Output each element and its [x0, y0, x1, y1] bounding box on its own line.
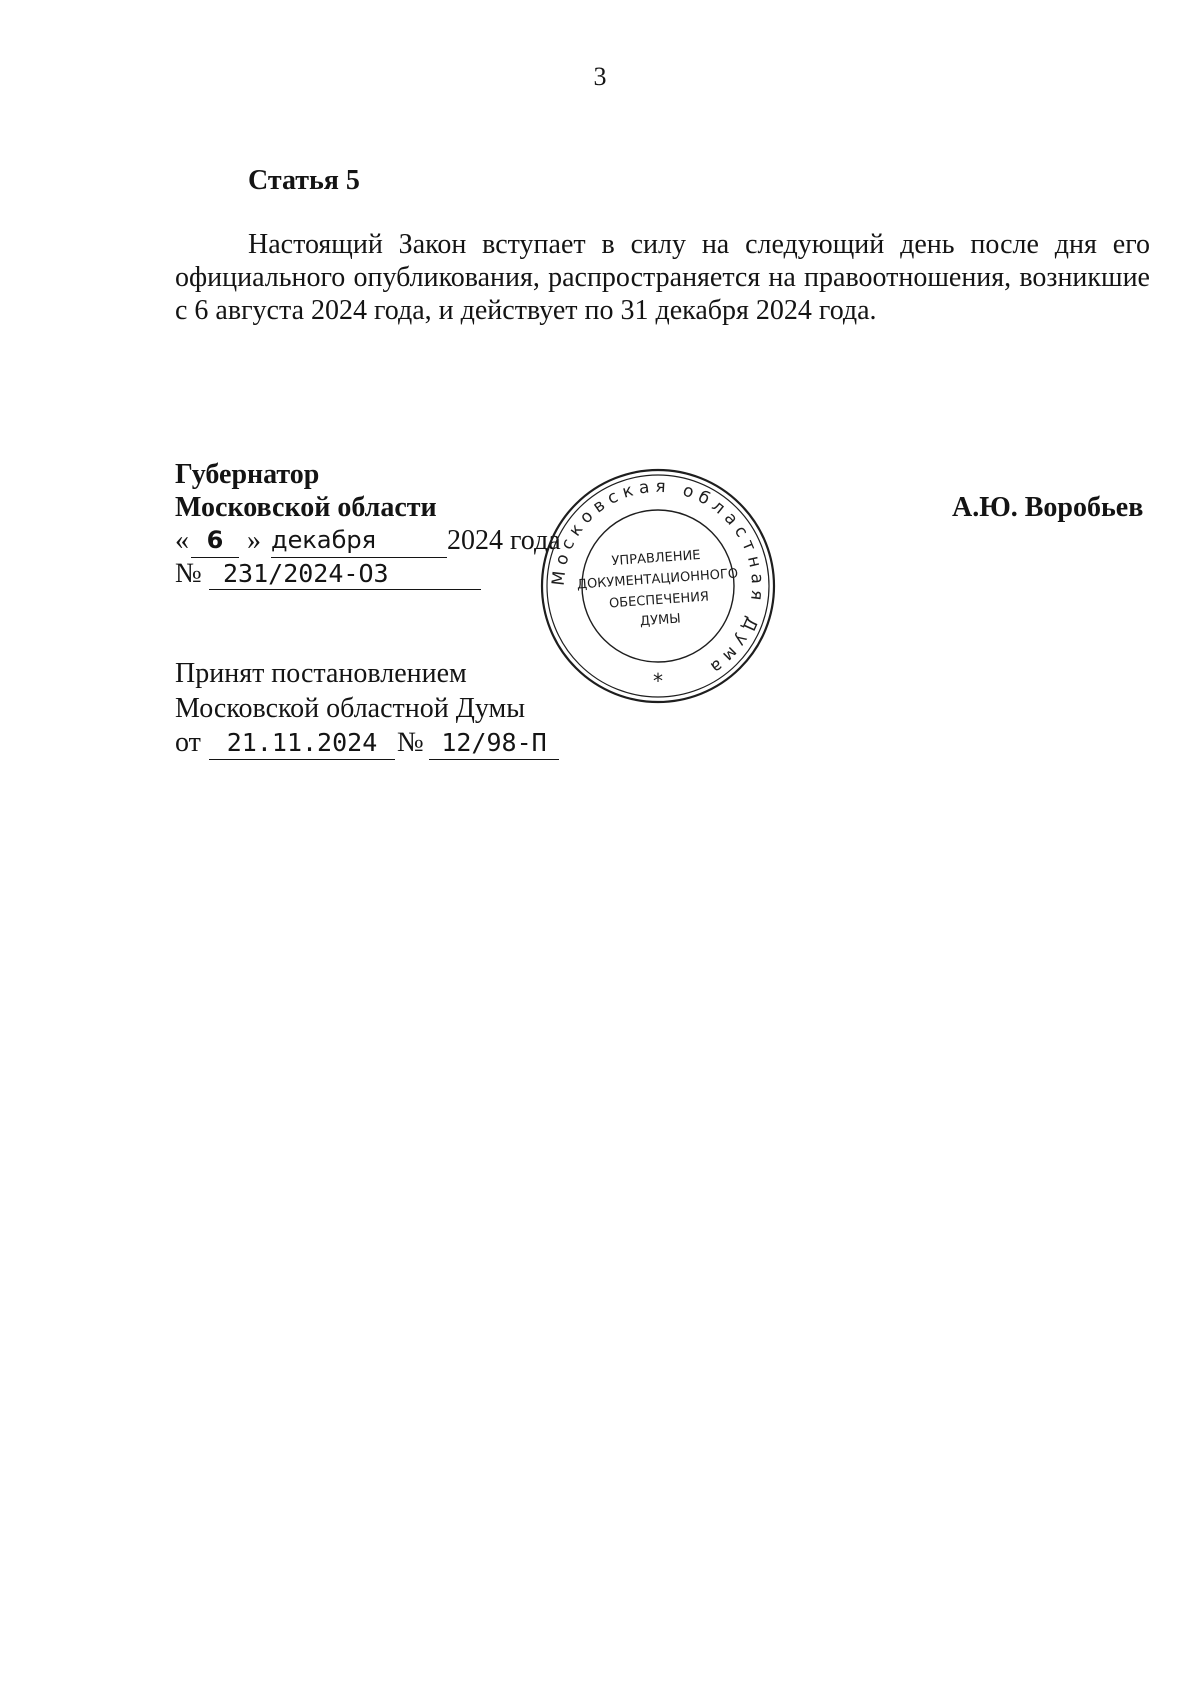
adoption-number: 12/98-П — [429, 726, 559, 760]
seal-center-line1: УПРАВЛЕНИЕ — [611, 547, 702, 570]
adoption-date-label: от — [175, 727, 201, 758]
adoption-date: 21.11.2024 — [209, 726, 395, 760]
adoption-reference-line — [175, 726, 575, 762]
law-number-value: 231/2024-ОЗ — [209, 557, 481, 590]
seal-graphic — [538, 466, 778, 706]
law-number-label: № — [175, 558, 202, 589]
law-number-line — [175, 557, 495, 593]
seal-star: * — [653, 669, 663, 693]
date-close-quote: » — [247, 525, 261, 556]
adoption-line1: Принят постановлением — [175, 658, 467, 689]
signatory-position-line1: Губернатор — [175, 459, 320, 490]
article-title: Статья 5 — [248, 165, 360, 196]
official-seal — [538, 466, 778, 706]
date-open-quote: « — [175, 525, 189, 556]
signatory-position — [175, 458, 437, 524]
signer-name: А.Ю. Воробьев — [952, 492, 1144, 523]
seal-center-line3: ОБЕСПЕЧЕНИЯ — [608, 589, 710, 612]
article-text: Настоящий Закон вступает в силу на следующий день после дня его официального опубликования, распространяется на правоотношения, возникшие с 6 августа 2024 года, и действует по 31 декабря 2024 года. — [175, 229, 1150, 326]
seal-center-line4: ДУМЫ — [639, 611, 682, 630]
adoption-number-label: № — [397, 727, 424, 758]
adoption-block — [175, 656, 525, 726]
signing-date-line — [175, 524, 561, 560]
seal-center-line2: ДОКУМЕНТАЦИОННОГО — [576, 566, 739, 593]
signing-month: декабря — [271, 524, 447, 558]
adoption-line2: Московской областной Думы — [175, 693, 525, 724]
page-number: 3 — [593, 62, 607, 91]
seal-ring-text: Московская областная Дума — [548, 476, 768, 681]
signatory-position-line2: Московской области — [175, 492, 437, 523]
signing-year: 2024 года — [447, 525, 561, 556]
signing-day: 6 — [191, 524, 239, 558]
